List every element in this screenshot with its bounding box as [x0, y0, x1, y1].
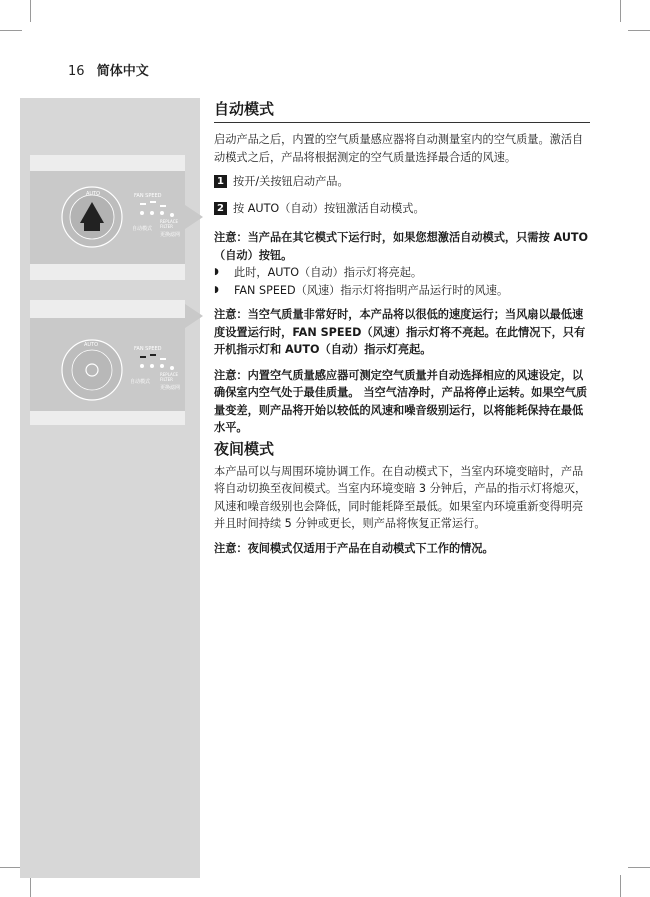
step-text: 按开/关按钮启动产品。 [233, 175, 349, 188]
control-panel-figure-2 [30, 300, 185, 425]
figure-pointer [185, 304, 203, 328]
bullet-text: 此时，AUTO（自动）指示灯将亮起。 [234, 266, 423, 279]
figure1-fan-speed-label: FAN SPEED [134, 193, 162, 199]
figure1-auto-label: AUTO [86, 191, 101, 197]
crop-mark [30, 0, 31, 22]
night-mode-body: 本产品可以与周围环境协调工作。在自动模式下，当室内环境变暗时，产品将自动切换至夜间模式。当室内环境变暗 3 分钟后，产品的指示灯将熄灭，风速和噪音级别也会降低，同时能耗降至最低。如果室内环境重新变得明亮并且时间持续 5 分钟或更长，则产品将恢复正常运行。 [214, 464, 587, 530]
bullet-marker-icon: ◗ [214, 267, 219, 277]
figure1-auto-cn-label: 自动模式 [132, 226, 153, 232]
control-panel-figure-1 [30, 155, 185, 280]
page-number: 16 [68, 64, 85, 79]
step-text: 按 AUTO（自动）按钮激活自动模式。 [233, 201, 425, 215]
note-night-mode: 注意：夜间模式仅适用于产品在自动模式下工作的情况。 [214, 541, 494, 555]
figure2-auto-label: AUTO [84, 342, 99, 348]
crop-mark [628, 30, 650, 31]
crop-mark [628, 867, 650, 868]
step-item [214, 200, 590, 218]
control-panel-drawing [30, 300, 185, 425]
step-item [214, 173, 590, 191]
page-header [68, 60, 149, 79]
figure2-auto-cn-label: 自动模式 [130, 379, 151, 385]
bullet-item [214, 264, 590, 282]
figure1-replace-filter-label: REPLACE FILTER [160, 219, 179, 229]
note-low-speed: 注意：当空气质量非常好时，本产品将以很低的速度运行；当风扇以最低速度设置运行时，FAN SPEED（风速）指示灯将不亮起。在此情况下，只有开机指示灯和 AUTO（自动）指示灯亮起。 [214, 308, 586, 356]
title-divider [214, 122, 590, 123]
section-title-night-mode: 夜间模式 [214, 439, 275, 458]
step-number-badge: 2 [214, 202, 227, 215]
step-number-badge: 1 [214, 175, 227, 188]
crop-mark [0, 30, 22, 31]
main-content [214, 98, 590, 563]
section-title-auto-mode: 自动模式 [214, 100, 275, 118]
note-auto-switch: 注意：当产品在其它模式下运行时，如果您想激活自动模式，只需按 AUTO（自动）按钮。 [214, 231, 589, 262]
figure1-filter-cn-label: 更换滤网 [160, 232, 181, 238]
auto-mode-intro: 启动产品之后，内置的空气质量感应器将自动测量室内的空气质量。激活自动模式之后，产品将根据测定的空气质量选择最合适的风速。 [214, 133, 584, 164]
note-air-sensor: 注意：内置空气质量感应器可测定空气质量并自动选择相应的风速设定，以确保室内空气处于最佳质量。 当空气洁净时，产品将停止运转。如果空气质量变差，则产品将开始以较低的风速和噪音级别运行，以将能耗保持在最低水平。 [214, 368, 588, 434]
page-language: 简体中文 [96, 64, 149, 79]
figure2-filter-cn-label: 更换滤网 [160, 385, 181, 391]
figure2-replace-filter-label: REPLACE FILTER [160, 372, 179, 382]
crop-mark [30, 875, 31, 897]
crop-mark [620, 0, 621, 22]
bullet-marker-icon: ◗ [214, 284, 219, 295]
figure2-fan-speed-label: FAN SPEED [134, 346, 162, 352]
figure-pointer [185, 205, 203, 229]
crop-mark [0, 867, 22, 868]
crop-mark [620, 875, 621, 897]
bullet-item [214, 282, 590, 300]
control-panel-drawing [30, 155, 185, 280]
bullet-text: FAN SPEED（风速）指示灯将指明产品运行时的风速。 [234, 283, 509, 297]
